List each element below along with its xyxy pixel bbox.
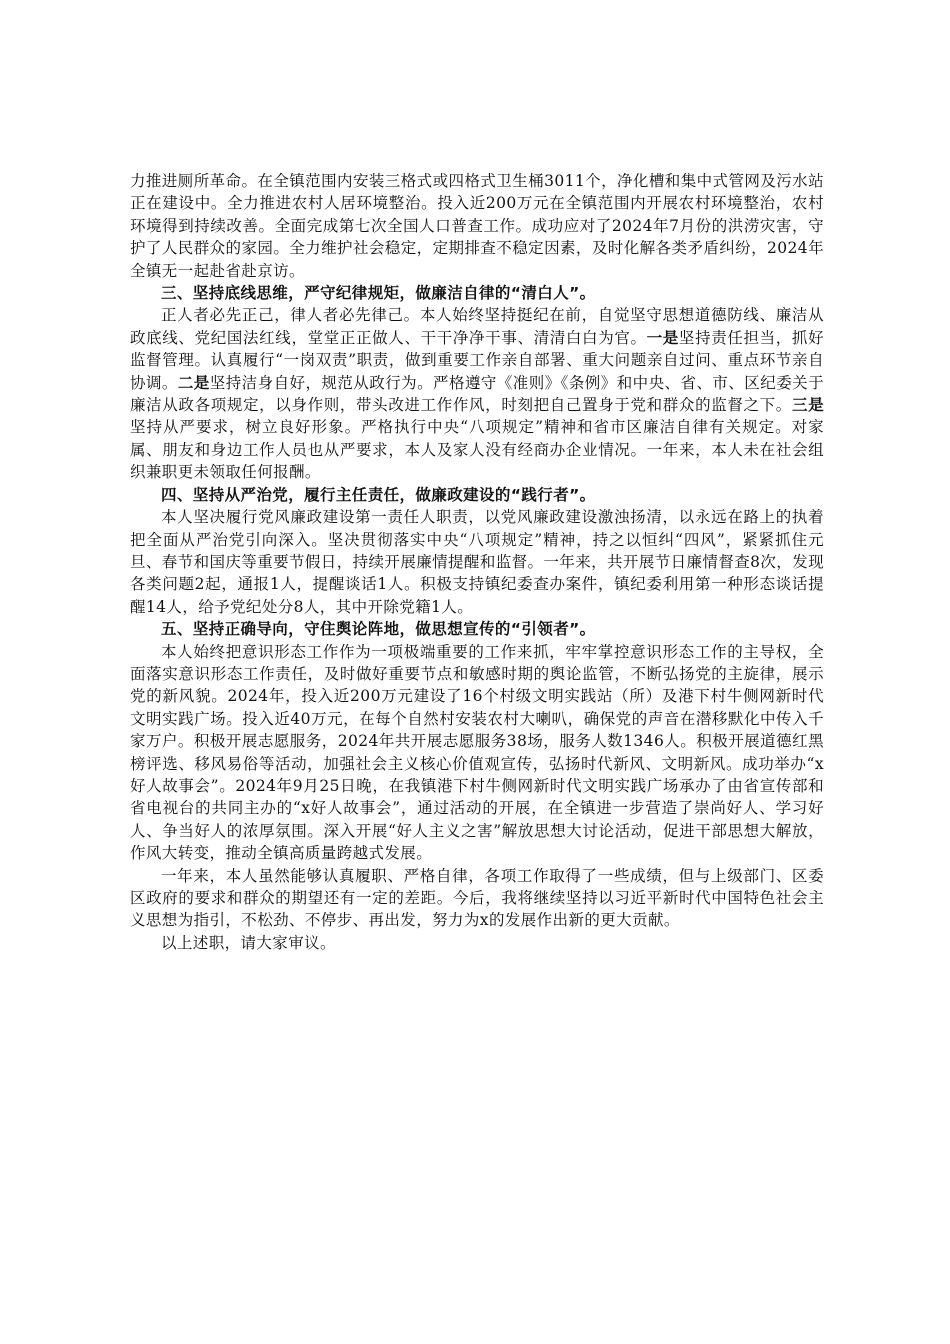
paragraph-closing: 以上述职，请大家审议。 xyxy=(161,933,336,952)
paragraph-party-discipline: 本人坚决履行党风廉政建设第一责任人职责，以党风廉政建设激浊扬清，以永远在路上的执着把全面从严治党引向深入。坚决贯彻落实中央“八项规定”精神，持之以恒纠“四风”，紧紧抓住元旦、春节和国庆等重要节假日，持续开展廉情提醒和监督。一年来，共开展节日廉情督查8次，发现各类问题2起，通报1人，提醒谈话1人。积极支持镇纪委查办案件，镇纪委利用第一种形态谈话提醒14人，给予党纪处分8人，其中开除党籍1人。 xyxy=(130,508,824,616)
section-heading-5: 五、坚持正确导向，守住舆论阵地，做思想宣传的“引领者”。 xyxy=(161,620,596,639)
section-heading-3: 三、坚持底线思维，严守纪律规矩，做廉洁自律的“清白人”。 xyxy=(161,284,596,303)
paragraph-text: 坚持洁身自好，规范从政行为。严格遵守《准则》《条例》和中央、省、市、区纪委关于廉洁从政各项规定，以身作则，带头改进工作作风，时刻把自己置身于党和群众的监督之下。 xyxy=(130,373,824,415)
paragraph-text: 坚持从严要求，树立良好形象。严格执行中央“八项规定”精神和省市区廉洁自律有关规定。对家属、朋友和身边工作人员也从严要求，本人及家人没有经商办企业情况。一年来，本人未在社会组织兼职更未领取任何报酬。 xyxy=(130,418,824,482)
paragraph-text: 正人者必先正己，律人者必先律己。本人始终坚持挺纪在前，自觉坚守思想道德防线、廉洁从政底线、党纪国法红线，堂堂正正做人、干干净净干事、清清白白为官。 xyxy=(130,306,824,347)
paragraph-conclusion: 一年来，本人虽然能够认真履职、严格自律，各项工作取得了一些成绩，但与上级部门、区委区政府的要求和群众的期望还有一定的差距。今后，我将继续坚持以习近平新时代中国特色社会主义思想为指引，不松劲、不停步、再出发，努力为x的发展作出新的更大贡献。 xyxy=(130,866,824,930)
point-marker-3: 三是 xyxy=(791,395,824,415)
paragraph-integrity xyxy=(130,304,824,483)
paragraph-ideology: 本人始终把意识形态工作作为一项极端重要的工作来抓，牢牢掌控意识形态工作的主导权，全面落实意识形态工作责任，及时做好重要节点和敏感时期的舆论监管，不断弘扬党的主旋律，展示党的新风貌。2024年，投入近200万元建设了16个村级文明实践站（所）及港下村牛侧网新时代文明实践广场。投入近40万元，在每个自然村安装农村大喇叭，确保党的声音在潜移默化中传入千家万户。积极开展志愿服务，2024年共开展志愿服务38场，服务人数1346人。积极开展道德红黑榜评选、移风易俗等活动，加强社会主义核心价值观宣传，弘扬时代新风、文明新风。成功举办“x好人故事会”。2024年9月25日晚，在我镇港下村牛侧网新时代文明实践广场承办了由省宣传部和省电视台的共同主办的“x好人故事会”，通过活动的开展，在全镇进一步营造了崇尚好人、学习好人、争当好人的浓厚氛围。深入开展“好人主义之害”解放思想大讨论活动，促进干部思想大解放，作风大转变，推动全镇高质量跨越式发展。 xyxy=(130,642,824,863)
point-marker-1: 一是 xyxy=(646,327,679,347)
document-page xyxy=(130,170,824,954)
section-heading-4: 四、坚持从严治党，履行主任责任，做廉政建设的“践行者”。 xyxy=(161,485,596,504)
point-marker-2: 二是 xyxy=(177,372,210,392)
paragraph-text: 坚持责任担当，抓好监督管理。认真履行“一岗双责”职责，做到重要工作亲自部署、重大问题亲自过问、重点环节亲自协调。 xyxy=(130,328,824,392)
paragraph-continued: 力推进厕所革命。在全镇范围内安装三格式或四格式卫生桶3011个，净化槽和集中式管网及污水站正在建设中。全力推进农村人居环境整治。投入近200万元在全镇范围内开展农村环境整治，农村环境得到持续改善。全面完成第七次全国人口普查工作。成功应对了2024年7月份的洪涝灾害，守护了人民群众的家园。全力维护社会稳定，定期排查不稳定因素，及时化解各类矛盾纠纷，2024年全镇无一起赴省赴京访。 xyxy=(130,172,824,280)
